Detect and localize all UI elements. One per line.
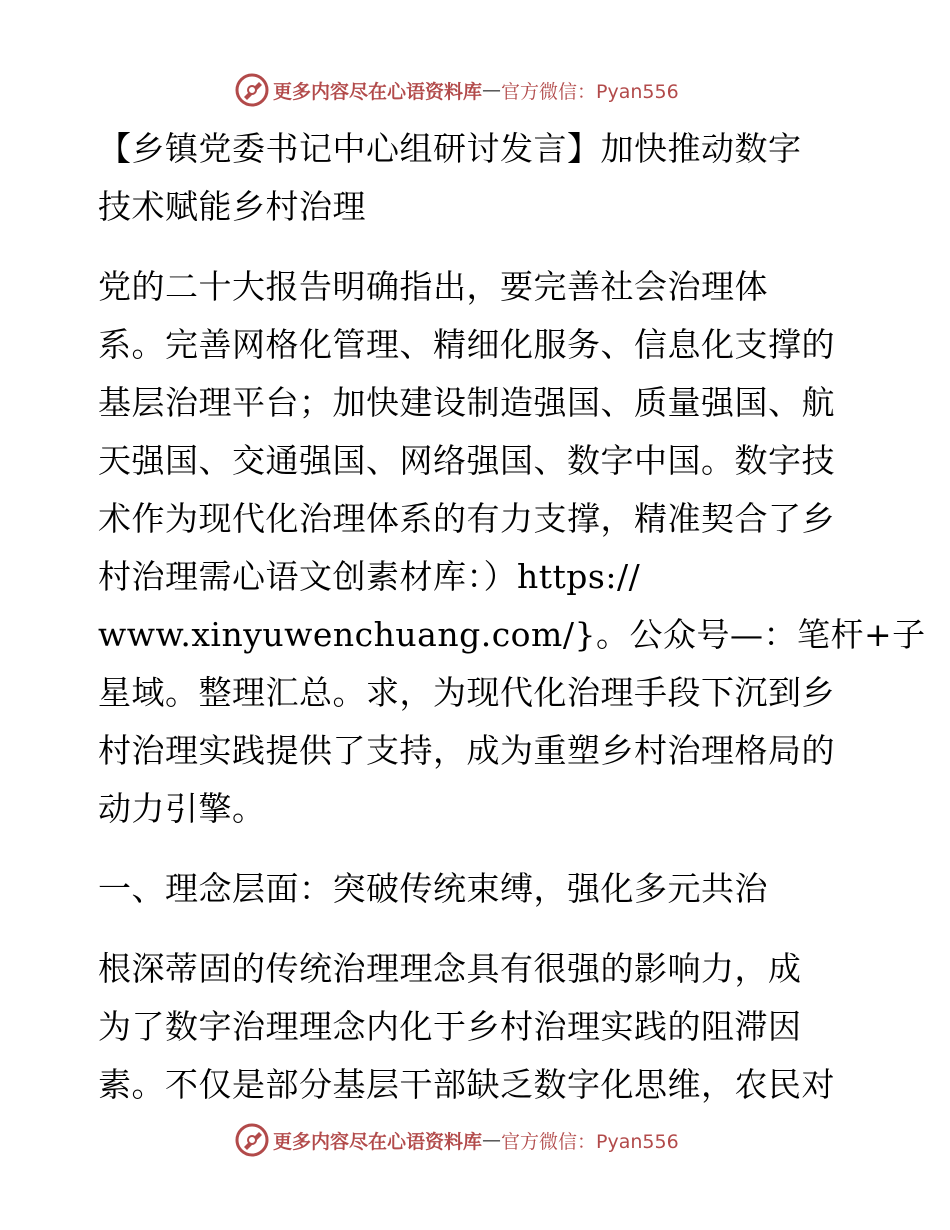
text-line: 天强国、交通强国、网络强国、数字中国。数字技 bbox=[98, 441, 835, 480]
text-line: 村治理实践提供了支持，成为重塑乡村治理格局的 bbox=[98, 731, 835, 770]
text-line: 动力引擎。 bbox=[98, 789, 266, 828]
title-line: 技术赋能乡村治理 bbox=[98, 187, 366, 226]
header-watermark bbox=[235, 72, 679, 108]
paragraph-1 bbox=[98, 258, 926, 838]
section-heading: 一、理念层面：突破传统束缚，强化多元共治 bbox=[98, 869, 768, 908]
watermark-contact: 官方微信：Pyan556 bbox=[501, 1130, 679, 1153]
watermark-separator: — bbox=[482, 79, 502, 101]
text-line: www.xinyuwenchuang.com/}。公众号—：笔杆+子 bbox=[98, 615, 926, 654]
watermark-contact: 官方微信：Pyan556 bbox=[501, 80, 679, 103]
watermark-text: 更多内容尽在心语资料库 bbox=[273, 1130, 483, 1153]
text-line: 党的二十大报告明确指出，要完善社会治理体 bbox=[98, 267, 768, 306]
text-line: 术作为现代化治理体系的有力支撑，精准契合了乡 bbox=[98, 499, 835, 538]
text-line: 为了数字治理理念内化于乡村治理实践的阻滞因 bbox=[98, 1007, 802, 1046]
paragraph-2 bbox=[98, 940, 858, 1114]
text-line: 系。完善网格化管理、精细化服务、信息化支撑的 bbox=[98, 325, 835, 364]
text-line: 根深蒂固的传统治理理念具有很强的影响力，成 bbox=[98, 949, 802, 988]
title-line: 【乡镇党委书记中心组研讨发言】加快推动数字 bbox=[98, 129, 802, 168]
brand-logo-icon bbox=[235, 1123, 269, 1157]
text-line: 村治理需心语文创素材库：）https:// bbox=[98, 557, 641, 596]
footer-watermark bbox=[235, 1122, 679, 1158]
watermark-separator: — bbox=[482, 1129, 502, 1151]
document-body bbox=[98, 120, 926, 1114]
watermark-text: 更多内容尽在心语资料库 bbox=[273, 80, 483, 103]
text-line: 星域。整理汇总。求，为现代化治理手段下沉到乡 bbox=[98, 673, 835, 712]
text-line: 基层治理平台；加快建设制造强国、质量强国、航 bbox=[98, 383, 835, 422]
text-line: 素。不仅是部分基层干部缺乏数字化思维，农民对 bbox=[98, 1065, 835, 1104]
brand-logo-icon bbox=[235, 73, 269, 107]
